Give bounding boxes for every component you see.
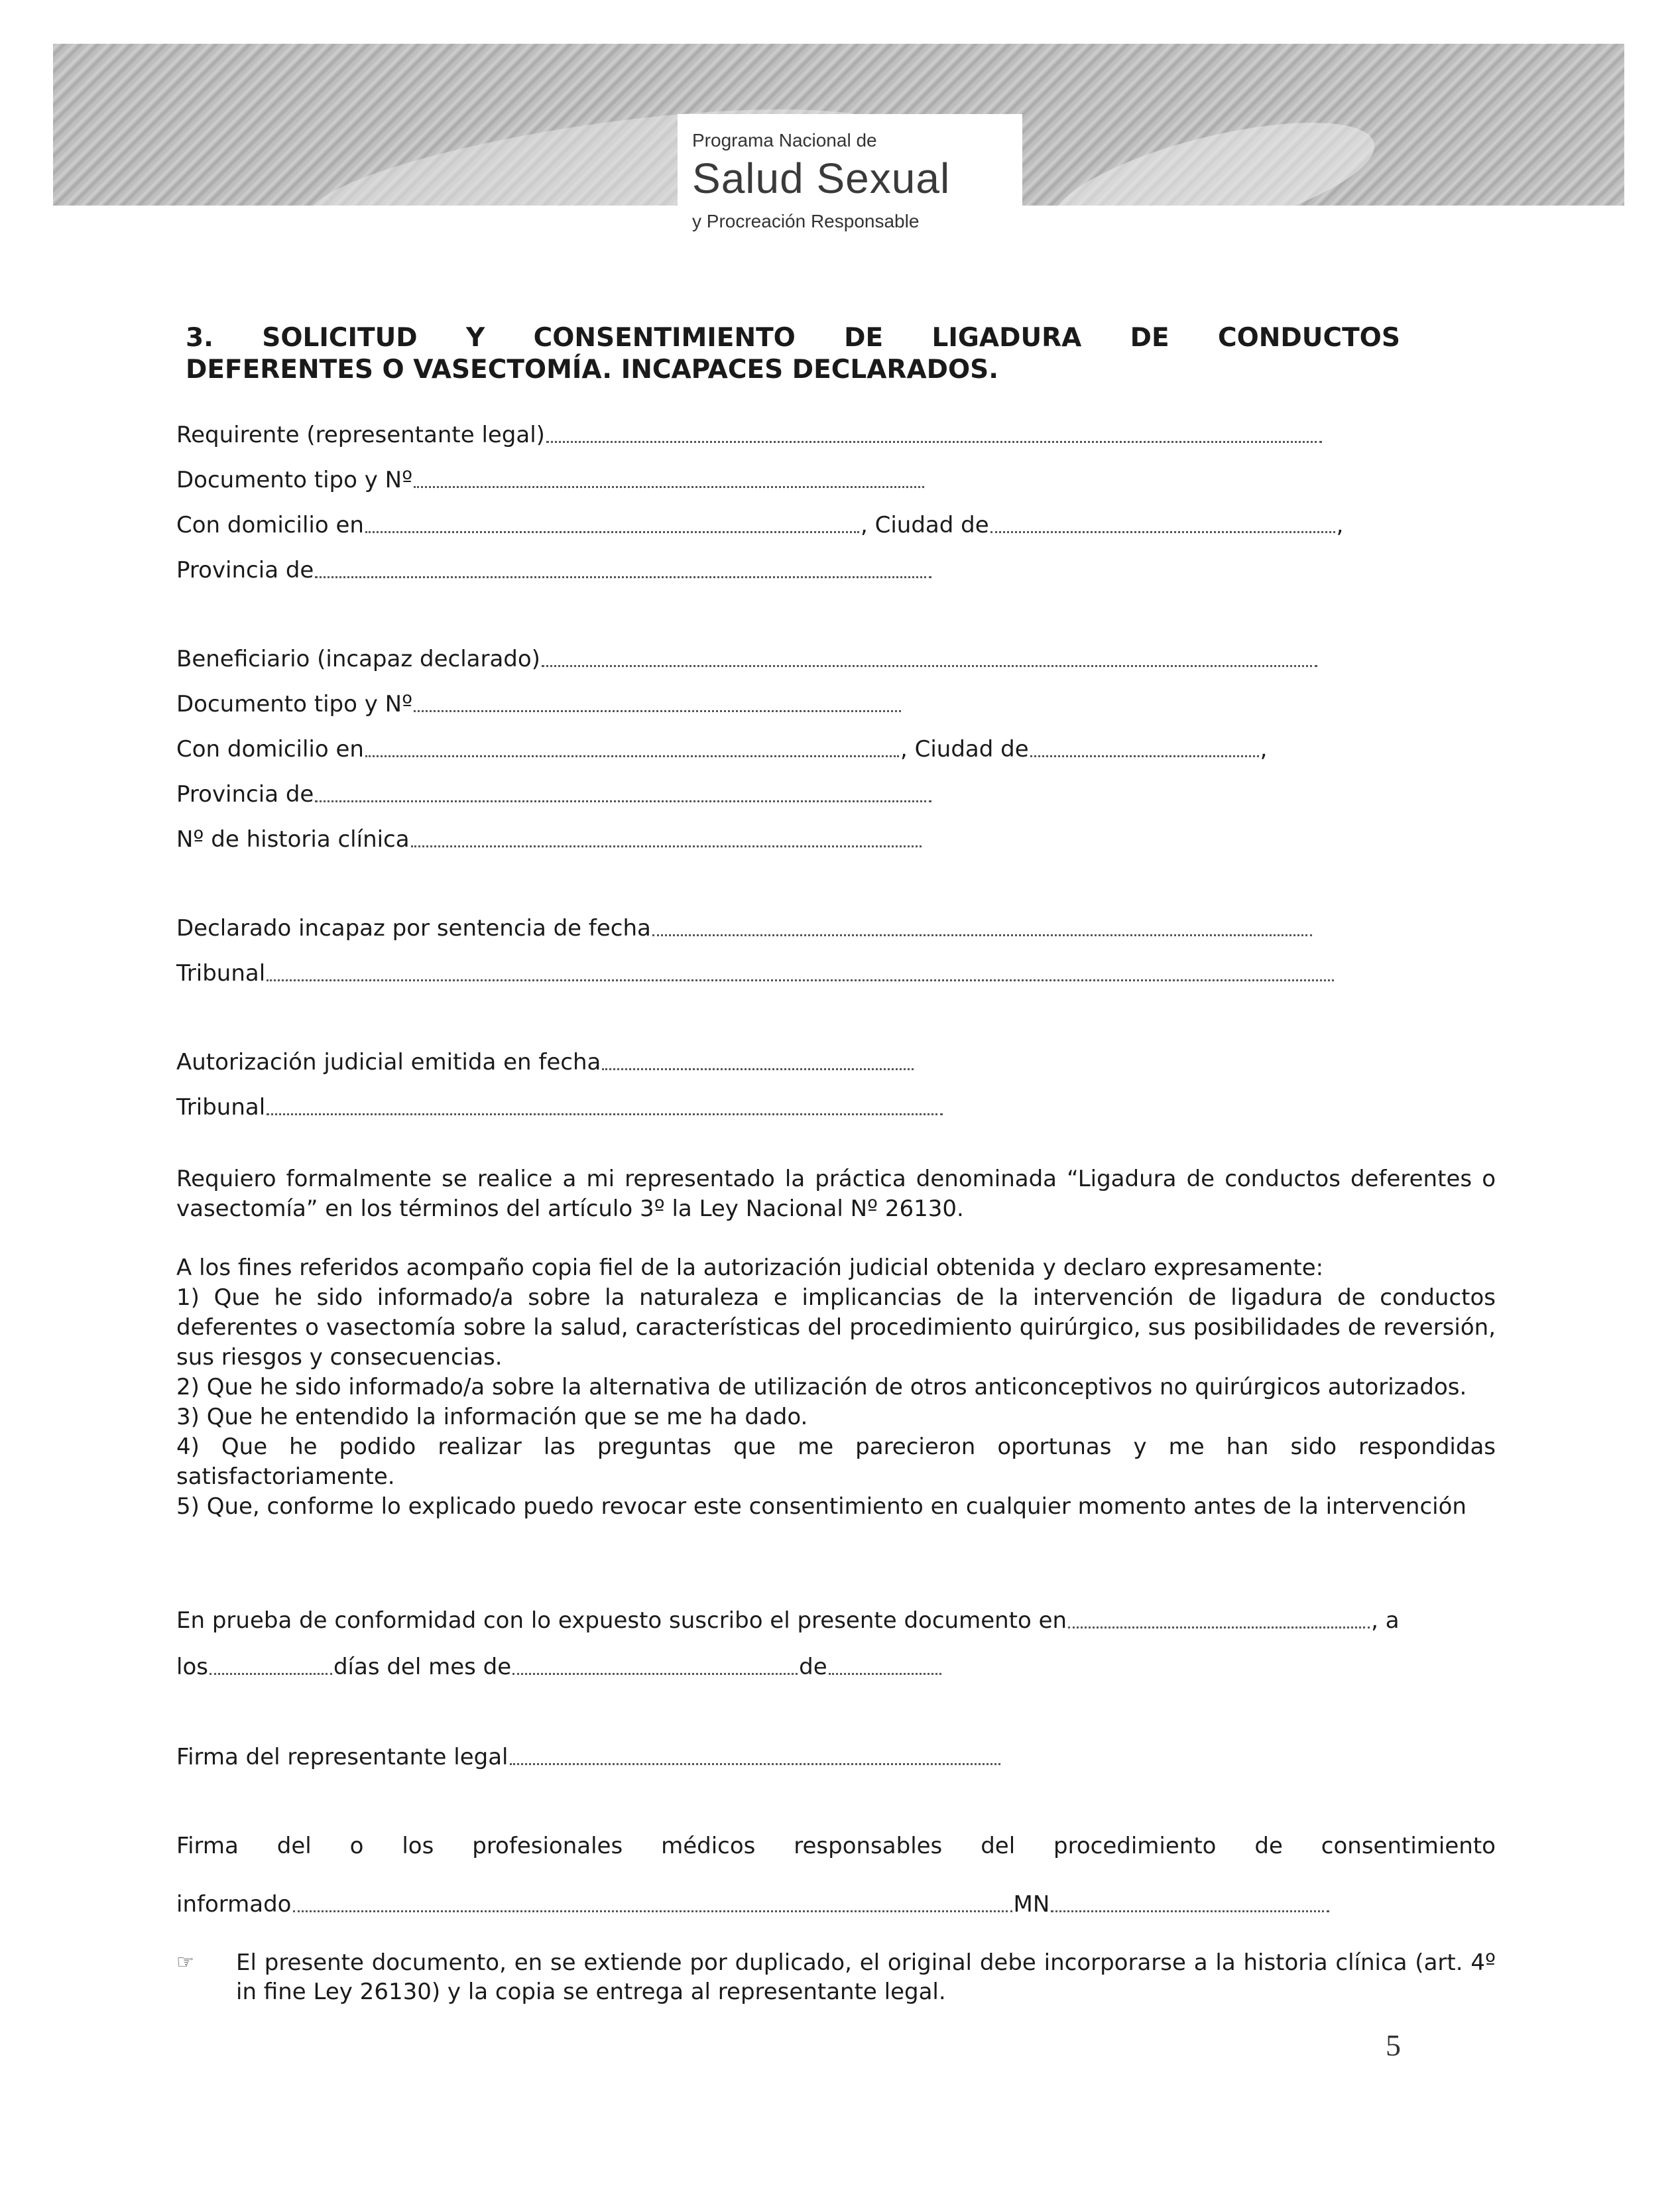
field-label: Documento tipo y Nº [176, 691, 413, 717]
field-label: informado [176, 1891, 292, 1918]
fill-line [829, 1672, 941, 1675]
word: Firma [176, 1833, 239, 1859]
field-documento-requirente[interactable] [176, 464, 926, 493]
fill-line [411, 845, 922, 847]
field-sentencia-fecha[interactable] [176, 912, 1313, 942]
declaration-item: 4) Que he podido realizar las preguntas que me parecieron oportunas y me han sido respondidas satisfactoriamente. [176, 1434, 1496, 1490]
request-text: Requiero formalmente se realice a mi representado la práctica denominada “Ligadura de conductos deferentes o vasectomía” en los términos del artículo 3º la Ley Nacional Nº 26130. [176, 1166, 1496, 1222]
field-label: Requirente (representante legal) [176, 422, 545, 448]
field-provincia-beneficiario[interactable] [176, 778, 933, 808]
fill-line [267, 1113, 943, 1115]
word: profesionales [472, 1833, 623, 1859]
word: médicos [661, 1833, 756, 1859]
field-label: Provincia de [176, 557, 314, 584]
field-firma-representante[interactable] [176, 1741, 1002, 1770]
fill-line [510, 1762, 1000, 1765]
comma: , [1260, 736, 1268, 763]
declaration-intro: A los fines referidos acompaño copia fiel de la autorización judicial obtenida y declaro expresamente: [176, 1255, 1324, 1281]
declaration-block [176, 1253, 1496, 1522]
fill-line [512, 1672, 798, 1675]
field-documento-beneficiario[interactable] [176, 688, 902, 717]
fill-line [414, 485, 924, 488]
pointing-hand-icon: ☞ [176, 1951, 194, 1974]
word: de [1254, 1833, 1283, 1859]
fill-line [1068, 1626, 1370, 1628]
logo-line-subtitle: y Procreación Responsable [692, 211, 920, 231]
field-label: Con domicilio en [176, 736, 364, 763]
word: consentimiento [1321, 1833, 1496, 1859]
word: los [402, 1833, 434, 1859]
footnote-text: El presente documento, en se extiende por duplicado, el original debe incorporarse a la historia clínica (art. 4º in fine Ley 26130) y la copia se entrega al representante legal. [236, 1949, 1496, 2005]
logo-line-program: Programa Nacional de [692, 130, 877, 151]
program-logo [678, 114, 1022, 255]
field-domicilio-beneficiario[interactable] [176, 733, 1267, 763]
fill-line [602, 1068, 914, 1070]
field-tribunal-sentencia[interactable] [176, 957, 1335, 987]
fill-line [210, 1672, 332, 1675]
word: del [981, 1833, 1016, 1859]
request-paragraph [176, 1164, 1496, 1224]
field-label: Beneficiario (incapaz declarado) [176, 646, 540, 672]
fill-line [652, 934, 1312, 936]
field-label: días del mes de [333, 1654, 512, 1680]
title-word: SOLICITUD [262, 323, 418, 353]
field-requirente[interactable] [176, 419, 1323, 448]
fill-line [293, 1910, 1012, 1912]
signature-professionals-line [176, 1830, 1496, 1859]
word: del [276, 1833, 312, 1859]
field-label: los [176, 1654, 208, 1680]
word: procedimiento [1053, 1833, 1217, 1859]
title-word: CONSENTIMIENTO [533, 323, 796, 353]
title-word: CONDUCTOS [1218, 323, 1400, 353]
comma: , [1336, 512, 1344, 538]
fill-line [542, 664, 1317, 667]
title-word: LIGADURA [931, 323, 1082, 353]
field-label: Con domicilio en [176, 512, 364, 538]
fill-line [414, 709, 901, 712]
fill-line [315, 800, 931, 802]
field-provincia-requirente[interactable] [176, 554, 933, 584]
footnote [176, 1948, 1496, 2006]
fill-line [365, 530, 859, 533]
field-label: MN [1013, 1891, 1050, 1918]
title-line-1 [186, 322, 1400, 354]
field-label: Documento tipo y Nº [176, 467, 413, 493]
title-line-2: DEFERENTES O VASECTOMÍA. INCAPACES DECLARADOS. [186, 355, 999, 385]
field-fecha-firma[interactable] [176, 1651, 943, 1680]
fill-line [546, 440, 1322, 443]
field-label: Provincia de [176, 781, 314, 808]
field-label: Autorización judicial emitida en fecha [176, 1049, 601, 1075]
logo-line-title: Salud Sexual [692, 154, 951, 202]
declaration-item: 3) Que he entendido la información que se me ha dado. [176, 1404, 808, 1430]
justified-line [176, 1833, 1496, 1859]
field-label: , Ciudad de [900, 736, 1029, 763]
fill-line [990, 530, 1335, 533]
banner-decoration [1041, 98, 1385, 206]
field-label: , a [1371, 1607, 1400, 1634]
document-title [186, 322, 1400, 386]
fill-line [1030, 755, 1259, 757]
declaration-item: 5) Que, conforme lo explicado puedo revocar este consentimiento en cualquier momento antes de la intervención [176, 1493, 1466, 1520]
field-firma-profesionales[interactable] [176, 1888, 1331, 1918]
field-domicilio-requirente[interactable] [176, 509, 1343, 538]
field-beneficiario[interactable] [176, 643, 1319, 672]
field-label: de [799, 1654, 827, 1680]
field-label: , Ciudad de [860, 512, 989, 538]
field-label: Tribunal [176, 1094, 266, 1121]
page-number: 5 [1386, 2028, 1401, 2062]
field-label: Nº de historia clínica [176, 826, 410, 853]
field-tribunal-autorizacion[interactable] [176, 1091, 944, 1121]
field-historia-clinica[interactable] [176, 824, 923, 853]
field-label: Firma del representante legal [176, 1744, 509, 1770]
field-autorizacion-fecha[interactable] [176, 1046, 915, 1075]
word: o [349, 1833, 364, 1859]
field-label: Tribunal [176, 960, 266, 987]
fill-line [1051, 1910, 1329, 1912]
declaration-item: 1) Que he sido informado/a sobre la naturaleza e implicancias de la intervención de ligadura de conductos deferentes o vasectomía sobre la salud, características del procedimiento quirúrgico, sus posibilidades de reversión, sus riesgos y consecuencias. [176, 1284, 1496, 1371]
title-word: Y [466, 323, 485, 353]
field-label: Declarado incapaz por sentencia de fecha [176, 915, 651, 942]
field-label: En prueba de conformidad con lo expuesto suscribo el presente documento en [176, 1607, 1067, 1634]
title-number: 3. [186, 323, 213, 353]
title-word: DE [844, 323, 884, 353]
fill-line [365, 755, 899, 757]
word: responsables [794, 1833, 943, 1859]
field-lugar[interactable] [176, 1605, 1400, 1634]
fill-line [267, 979, 1334, 981]
fill-line [315, 576, 931, 578]
declaration-item: 2) Que he sido informado/a sobre la alternativa de utilización de otros anticonceptivos no quirúrgicos autorizados. [176, 1374, 1467, 1400]
title-word: DE [1130, 323, 1169, 353]
